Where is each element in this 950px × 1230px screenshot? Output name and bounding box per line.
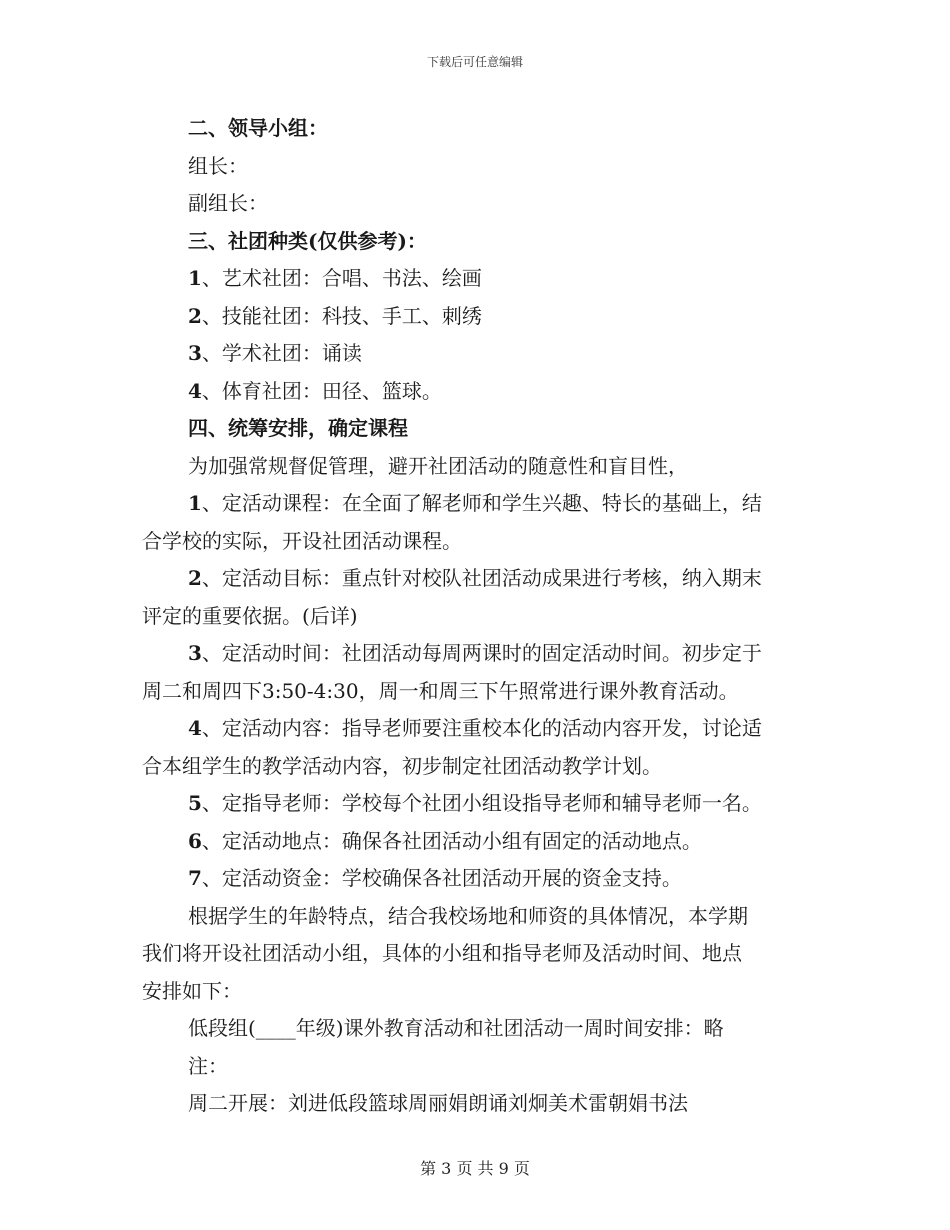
- document-line: [142, 785, 810, 823]
- line-text: 副组长：: [188, 191, 268, 215]
- document-line: [142, 973, 810, 1011]
- list-number: 7: [188, 866, 202, 890]
- line-text: 周二和周四下3:50-4:30，周一和周三下午照常进行课外教育活动。: [142, 678, 739, 703]
- document-line: [142, 935, 810, 973]
- list-number: 2: [188, 303, 202, 328]
- line-text: 低段组(____年级)课外教育活动和社团活动一周时间安排：略: [188, 1016, 724, 1040]
- line-text: 评定的重要依据。(后详): [142, 603, 358, 628]
- list-number: 3: [188, 341, 202, 365]
- document-line: [142, 335, 810, 373]
- list-number: 6: [188, 828, 202, 853]
- line-text: 、定活动地点：确保各社团活动小组有固定的活动地点。: [201, 828, 702, 853]
- document-line: [142, 673, 810, 711]
- document-line: [142, 1085, 810, 1123]
- line-text: 根据学生的年龄特点，结合我校场地和师资的具体情况，本学期: [188, 903, 748, 928]
- page-header: 下载后可任意编辑: [426, 55, 523, 69]
- line-text: 周二开展：刘进低段篮球周丽娟朗诵刘炯美术雷朝娟书法: [188, 1091, 688, 1115]
- list-number: 4: [188, 716, 202, 740]
- line-text: 、定活动内容：指导老师要注重校本化的活动内容开发，讨论适: [201, 716, 762, 740]
- line-text: 组长：: [188, 153, 248, 178]
- line-text: 、学术社团：诵读: [201, 341, 362, 365]
- list-number: 4: [188, 378, 202, 403]
- document-line: [142, 1010, 810, 1048]
- line-text: 四、统筹安排，确定课程: [188, 416, 408, 440]
- line-text: 、定活动时间：社团活动每周两课时的固定活动时间。初步定于: [201, 641, 762, 665]
- list-number: 5: [188, 791, 202, 815]
- document-line: [142, 560, 810, 598]
- line-text: 、定活动目标：重点针对校队社团活动成果进行考核，纳入期末: [201, 566, 762, 590]
- document-line: [142, 185, 810, 223]
- document-line: [142, 898, 810, 936]
- line-text: 安排如下：: [142, 978, 242, 1003]
- document-line: [142, 635, 810, 673]
- document-line: [142, 823, 810, 861]
- line-text: 为加强常规督促管理，避开社团活动的随意性和盲目性，: [188, 453, 688, 478]
- document-line: [142, 110, 810, 148]
- line-text: 、定指导老师：学校每个社团小组设指导老师和辅导老师一名。: [201, 791, 762, 815]
- document-line: [142, 710, 810, 748]
- document-body: [142, 110, 810, 1123]
- line-text: 合学校的实际，开设社团活动课程。: [142, 528, 462, 553]
- document-line: [142, 373, 810, 411]
- document-line: [142, 1048, 810, 1086]
- line-text: 二、领导小组：: [188, 116, 328, 140]
- line-text: 三、社团种类(仅供参考)：: [188, 228, 427, 253]
- list-number: 1: [188, 266, 202, 290]
- page-footer: 第 3 页 共 9 页: [420, 1159, 530, 1178]
- document-line: [142, 860, 810, 898]
- line-text: 、艺术社团：合唱、书法、绘画: [201, 266, 482, 290]
- document-line: [142, 410, 810, 448]
- line-text: 、技能社团：科技、手工、刺绣: [201, 303, 482, 328]
- document-line: [142, 148, 810, 186]
- document-line: [142, 223, 810, 261]
- list-number: 3: [188, 641, 202, 665]
- list-number: 1: [188, 491, 202, 515]
- document-line: [142, 523, 810, 561]
- document-line: [142, 748, 810, 786]
- line-text: 、定活动课程：在全面了解老师和学生兴趣、特长的基础上，结: [201, 491, 762, 515]
- line-text: 注：: [188, 1053, 228, 1078]
- list-number: 2: [188, 566, 202, 590]
- line-text: 、体育社团：田径、篮球。: [201, 378, 442, 403]
- document-line: [142, 485, 810, 523]
- document-line: [142, 298, 810, 336]
- document-line: [142, 448, 810, 486]
- document-line: [142, 598, 810, 636]
- document-line: [142, 260, 810, 298]
- line-text: 我们将开设社团活动小组，具体的小组和指导老师及活动时间、地点: [142, 941, 742, 965]
- line-text: 合本组学生的教学活动内容，初步制定社团活动教学计划。: [142, 753, 662, 778]
- line-text: 、定活动资金：学校确保各社团活动开展的资金支持。: [201, 866, 682, 890]
